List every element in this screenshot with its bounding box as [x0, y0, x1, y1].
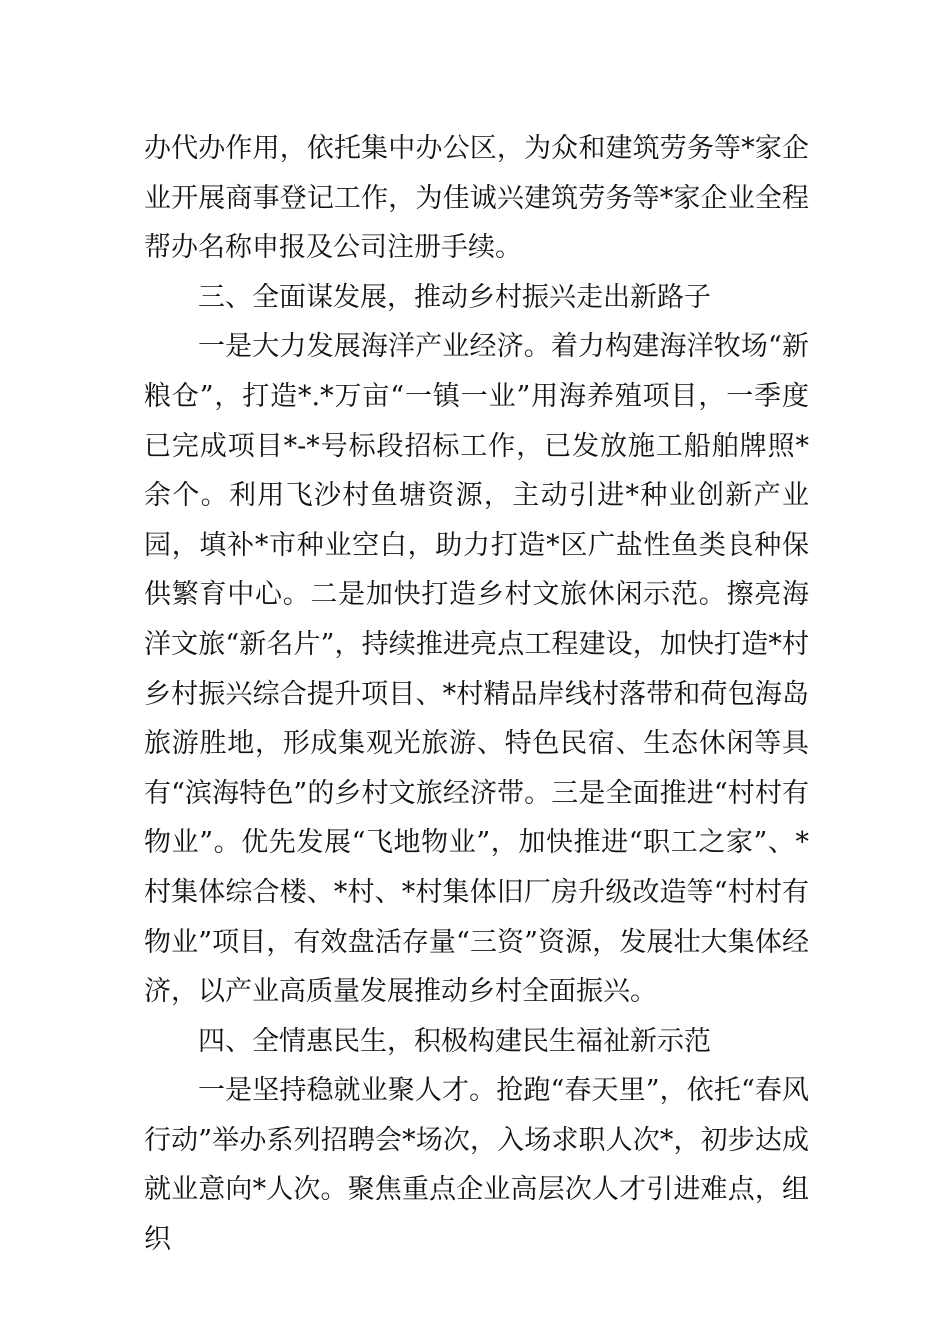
paragraph-continuation: 办代办作用，依托集中办公区，为众和建筑劳务等*家企业开展商事登记工作，为佳诚兴建筑劳务等*家企业全程帮办名称申报及公司注册手续。: [144, 133, 809, 264]
document-body: [144, 124, 809, 1265]
section-heading-three: 三、全面谋发展，推动乡村振兴走出新路子: [198, 281, 711, 313]
paragraph-rural-revitalization: 一是大力发展海洋产业经济。着力构建海洋牧场“新粮仓”，打造*.*万亩“一镇一业”用海养殖项目，一季度已完成项目*-*号标段招标工作，已发放施工船舶牌照*余个。利用飞沙村鱼塘资源，主动引进*种业创新产业园，填补*市种业空白，助力打造*区广盐性鱼类良种保供繁育中心。二是加快打造乡村文旅休闲示范。擦亮海洋文旅“新名片”，持续推进亮点工程建设，加快打造*村乡村振兴综合提升项目、*村精品岸线村落带和荷包海岛旅游胜地，形成集观光旅游、特色民宿、生态休闲等具有“滨海特色”的乡村文旅经济带。三是全面推进“村村有物业”。优先发展“飞地物业”，加快推进“职工之家”、*村集体综合楼、*村、*村集体旧厂房升级改造等“村村有物业”项目，有效盘活存量“三资”资源，发展壮大集体经济，以产业高质量发展推动乡村全面振兴。: [144, 331, 809, 1008]
paragraph-employment: 一是坚持稳就业聚人才。抢跑“春天里”，依托“春风行动”举办系列招聘会*场次，入场求职人次*，初步达成就业意向*人次。聚焦重点企业高层次人才引进难点，组织: [144, 1075, 809, 1256]
section-heading-four: 四、全情惠民生，积极构建民生福祉新示范: [198, 1025, 711, 1057]
